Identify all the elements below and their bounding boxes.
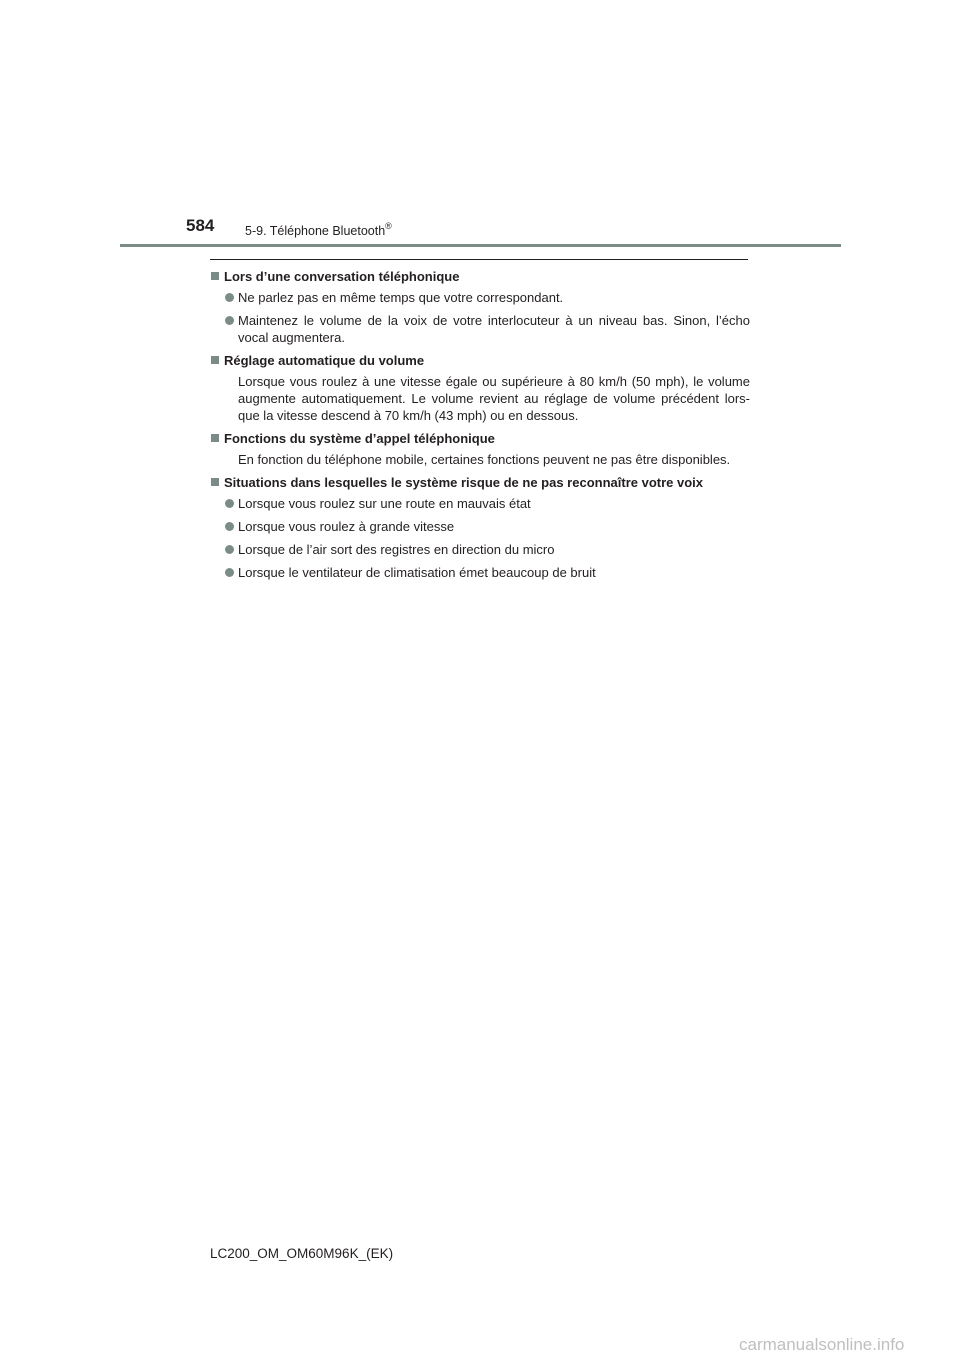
paragraph [210, 451, 750, 468]
content [210, 268, 750, 587]
list-item [210, 518, 750, 535]
circle-bullet-icon [225, 316, 234, 325]
paragraph-line: augmente automatiquement. Le volume revient au réglage de volume précédent lors- [238, 391, 750, 406]
section-heading [210, 268, 750, 285]
list-item [210, 564, 750, 581]
list-item [210, 495, 750, 512]
paragraph-line: que la vitesse descend à 70 km/h (43 mph) ou en dessous. [238, 408, 579, 423]
heading-text: Fonctions du système d’appel téléphonique [224, 431, 495, 446]
heading-text: Lors d’une conversation téléphonique [224, 269, 460, 284]
section-heading [210, 474, 750, 491]
list-item [210, 312, 750, 346]
square-bullet-icon [211, 272, 219, 280]
square-bullet-icon [211, 356, 219, 364]
square-bullet-icon [211, 478, 219, 486]
circle-bullet-icon [225, 522, 234, 531]
circle-bullet-icon [225, 293, 234, 302]
circle-bullet-icon [225, 568, 234, 577]
section-title-text: 5-9. Téléphone Bluetooth [245, 224, 386, 239]
list-item-text: Lorsque vous roulez à grande vitesse [238, 519, 455, 534]
header-rule [120, 244, 841, 247]
content-top-rule [210, 259, 748, 260]
list-item [210, 289, 750, 306]
list-item-text: vocal augmentera. [238, 330, 345, 345]
section-conversation [210, 268, 750, 346]
page-number: 584 [186, 216, 215, 235]
list-item-text: Ne parlez pas en même temps que votre correspondant. [238, 290, 564, 305]
list-item-text: Lorsque vous roulez sur une route en mauvais état [238, 496, 531, 511]
section-heading [210, 430, 750, 447]
list-item-text: Maintenez le volume de la voix de votre interlocuteur à un niveau bas. Sinon, l’écho [238, 313, 750, 328]
paragraph [210, 373, 750, 424]
list-item [210, 541, 750, 558]
paragraph-line: En fonction du téléphone mobile, certaines fonctions peuvent ne pas être disponibles. [238, 452, 731, 467]
square-bullet-icon [211, 434, 219, 442]
section-heading [210, 352, 750, 369]
section-volume [210, 352, 750, 424]
footer-code: LC200_OM_OM60M96K_(EK) [210, 1246, 394, 1261]
section-title [245, 222, 392, 238]
list-item-text: Lorsque le ventilateur de climatisation émet beaucoup de bruit [238, 565, 596, 580]
heading-text: Situations dans lesquelles le système risque de ne pas reconnaître votre voix [224, 475, 704, 490]
watermark: carmanualsonline.info [739, 1335, 905, 1354]
list-item-text: Lorsque de l’air sort des registres en direction du micro [238, 542, 555, 557]
section-functions [210, 430, 750, 468]
circle-bullet-icon [225, 499, 234, 508]
registered-mark: ® [385, 221, 392, 231]
heading-text: Réglage automatique du volume [224, 353, 425, 368]
paragraph-line: Lorsque vous roulez à une vitesse égale ou supérieure à 80 km/h (50 mph), le volume [238, 374, 750, 389]
section-voice-recognition [210, 474, 750, 581]
circle-bullet-icon [225, 545, 234, 554]
